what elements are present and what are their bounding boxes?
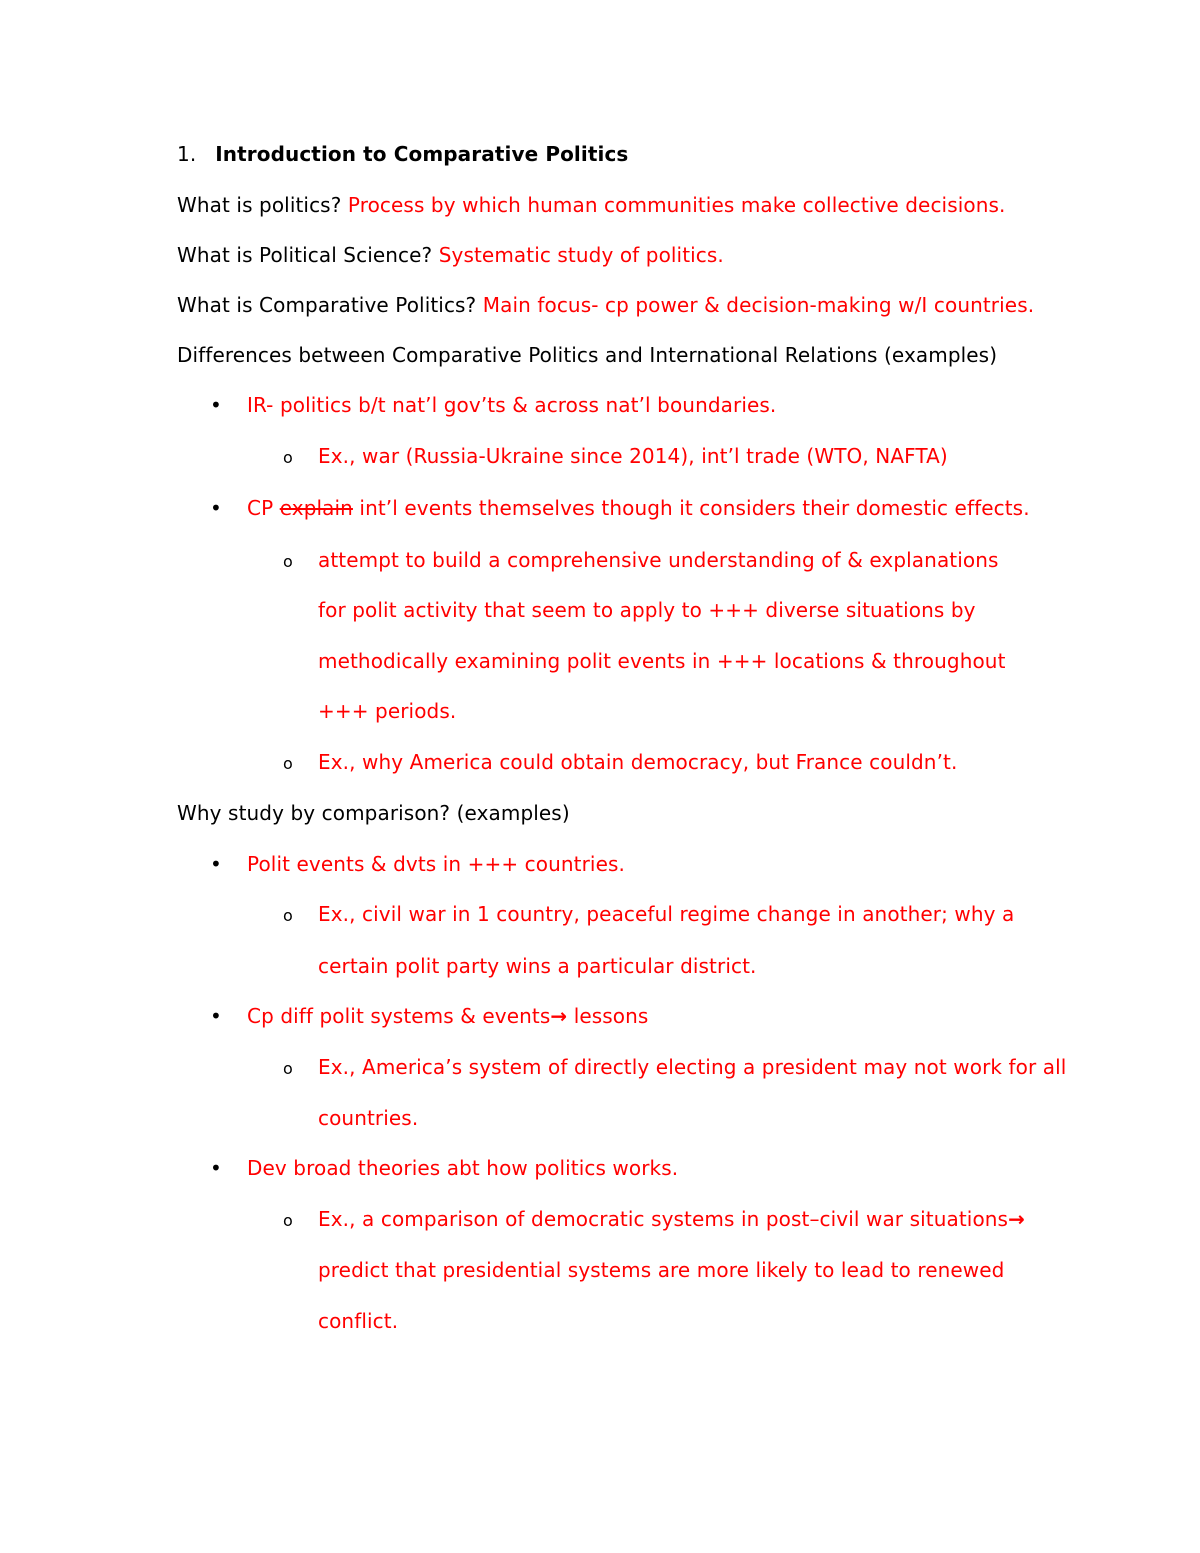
bullet-cp-struck: explain xyxy=(279,496,353,520)
bullet-ir: IR- politics b/t nat’l gov’ts & across nat’l boundaries. xyxy=(247,393,777,417)
sub-bullet-icon: o xyxy=(283,1211,293,1230)
heading-title: Introduction to Comparative Politics xyxy=(215,142,629,166)
sub-bullet-cp-example: Ex., why America could obtain democracy, but France couldn’t. xyxy=(318,750,958,774)
qa-question: What is Comparative Politics? xyxy=(177,293,477,317)
qa-line-comparative-politics xyxy=(177,293,1034,317)
sub-bullet-cp-diff-line: countries. xyxy=(318,1106,419,1130)
bullet-icon: • xyxy=(210,496,222,520)
bullet-cp xyxy=(247,496,1030,520)
qa-answer: Process by which human communities make collective decisions. xyxy=(347,193,1006,217)
arrow-icon: → xyxy=(1008,1207,1025,1231)
sub-bullet-dev-theories-text: Ex., a comparison of democratic systems in post–civil war situations xyxy=(318,1207,1009,1231)
sub-bullet-cp-line: +++ periods. xyxy=(318,699,457,723)
arrow-icon: → xyxy=(550,1004,568,1028)
sub-bullet-dev-theories-line xyxy=(318,1207,1025,1231)
qa-answer: Main focus- cp power & decision-making w/I countries. xyxy=(482,293,1035,317)
bullet-dev-theories: Dev broad theories abt how politics works. xyxy=(247,1156,679,1180)
heading xyxy=(177,142,628,166)
bullet-cp-prefix: CP xyxy=(247,496,274,520)
sub-bullet-cp-diff-line: Ex., America’s system of directly electing a president may not work for all xyxy=(318,1055,1067,1079)
sub-bullet-cp-line: attempt to build a comprehensive understanding of & explanations xyxy=(318,548,999,572)
sub-bullet-polit-events-line: certain polit party wins a particular district. xyxy=(318,954,757,978)
bullet-cp-diff-after: lessons xyxy=(567,1004,649,1028)
sub-bullet-icon: o xyxy=(283,906,293,925)
sub-bullet-cp-line: methodically examining polit events in +++ locations & throughout xyxy=(318,649,1006,673)
bullet-icon: • xyxy=(210,852,222,876)
bullet-icon: • xyxy=(210,1004,222,1028)
sub-bullet-icon: o xyxy=(283,552,293,571)
section-title-why-compare: Why study by comparison? (examples) xyxy=(177,801,570,825)
qa-line-politics xyxy=(177,193,1005,217)
bullet-cp-diff xyxy=(247,1004,648,1028)
bullet-icon: • xyxy=(210,1156,222,1180)
sub-bullet-icon: o xyxy=(283,448,293,467)
heading-number: 1. xyxy=(177,142,197,166)
qa-line-political-science xyxy=(177,243,724,267)
sub-bullet-dev-theories-line: predict that presidential systems are more likely to lead to renewed xyxy=(318,1258,1005,1282)
bullet-cp-text: int’l events themselves though it considers their domestic effects. xyxy=(359,496,1030,520)
sub-bullet-polit-events-line: Ex., civil war in 1 country, peaceful regime change in another; why a xyxy=(318,902,1015,926)
sub-bullet-icon: o xyxy=(283,754,293,773)
qa-answer: Systematic study of politics. xyxy=(438,243,724,267)
section-title-differences: Differences between Comparative Politics and International Relations (examples) xyxy=(177,343,998,367)
bullet-cp-diff-text: Cp diff polit systems & events xyxy=(247,1004,551,1028)
qa-question: What is politics? xyxy=(177,193,342,217)
bullet-polit-events: Polit events & dvts in +++ countries. xyxy=(247,852,625,876)
sub-bullet-dev-theories-line: conflict. xyxy=(318,1309,399,1333)
sub-bullet-ir-example: Ex., war (Russia-Ukraine since 2014), int’l trade (WTO, NAFTA) xyxy=(318,444,948,468)
sub-bullet-cp-line: for polit activity that seem to apply to +++ diverse situations by xyxy=(318,598,976,622)
bullet-icon: • xyxy=(210,393,222,417)
qa-question: What is Political Science? xyxy=(177,243,433,267)
sub-bullet-icon: o xyxy=(283,1059,293,1078)
